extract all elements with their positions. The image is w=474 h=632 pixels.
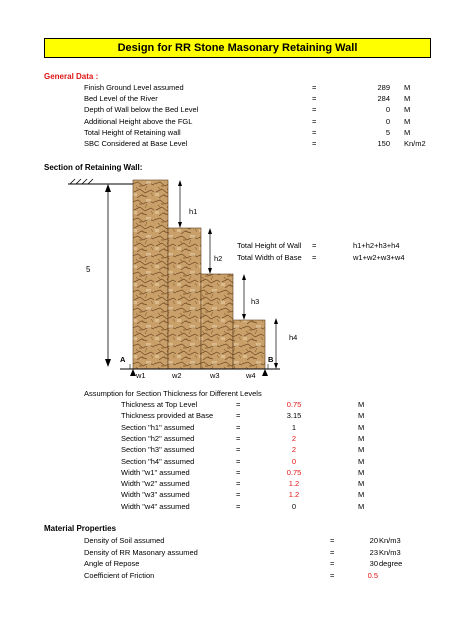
assumption-row-eq: = xyxy=(236,479,241,489)
formula-value: h1+h2+h3+h4 xyxy=(353,241,400,250)
assumption-row-value: 0.75 xyxy=(286,467,302,477)
general-row-value: 5 xyxy=(385,127,390,137)
assumption-row-value: 0 xyxy=(291,501,297,511)
material-row-value: 30 xyxy=(369,559,378,569)
general-row-label: SBC Considered at Base Level xyxy=(84,139,188,148)
wall-step-4 xyxy=(233,320,265,369)
wall-step-2 xyxy=(168,228,201,369)
material-row-value: 23 xyxy=(369,547,378,557)
assumption-row-label: Thickness at Top Level xyxy=(121,400,198,409)
material-row-value: 0.5 xyxy=(367,570,378,580)
assumption-row-label: Width "w1" assumed xyxy=(121,467,190,477)
wall-step-1 xyxy=(133,180,168,369)
material-heading: Material Properties xyxy=(44,524,117,533)
material-row-label: Angle of Repose xyxy=(84,559,140,569)
assumption-row-value: 1 xyxy=(291,422,297,432)
assumption-row-label: Section "h3" assumed xyxy=(121,445,195,455)
wall-step-3 xyxy=(201,274,233,369)
total-height-arrow-top xyxy=(105,184,111,192)
material-row-unit: Kn/m3 xyxy=(379,547,401,557)
ground-hatch xyxy=(70,179,93,184)
assumption-row-value: 1.2 xyxy=(288,490,300,500)
general-row-label: Bed Level of the River xyxy=(84,94,158,104)
assumption-row-label: Section "h1" assumed xyxy=(121,422,195,432)
material-row-eq: = xyxy=(330,559,335,569)
assumption-row-eq: = xyxy=(236,456,241,466)
general-row-label: Additional Height above the FGL xyxy=(84,116,193,126)
assumption-row-value: 0.75 xyxy=(286,400,302,409)
general-row-eq: = xyxy=(312,116,317,126)
assumption-row-value: 2 xyxy=(291,433,297,443)
assumption-row-eq: = xyxy=(236,501,241,511)
assumption-heading: Assumption for Section Thickness for Different Levels xyxy=(84,389,262,398)
general-row-unit: M xyxy=(404,94,411,104)
general-row-value: 0 xyxy=(385,105,390,115)
w4-label: w4 xyxy=(246,371,256,380)
point-a-label: A xyxy=(120,355,126,364)
assumption-row-eq: = xyxy=(236,445,241,455)
assumption-row-unit: M xyxy=(358,400,365,409)
assumption-row-eq: = xyxy=(236,467,241,477)
general-row-eq: = xyxy=(312,83,317,92)
assumption-row-unit: M xyxy=(358,411,365,421)
assumption-row-label: Section "h4" assumed xyxy=(121,456,195,466)
material-row-eq: = xyxy=(330,570,335,580)
general-row-label: Finish Ground Level assumed xyxy=(84,83,184,92)
general-row-eq: = xyxy=(312,105,317,115)
marker-b xyxy=(262,369,268,376)
assumption-row-eq: = xyxy=(236,490,241,500)
assumption-row-label: Width "w2" assumed xyxy=(121,479,190,489)
h4-label: h4 xyxy=(289,333,298,342)
general-row-eq: = xyxy=(312,94,317,104)
material-row-value: 20 xyxy=(369,536,378,545)
general-row-label: Total Height of Retaining wall xyxy=(84,127,181,137)
assumption-row-value: 2 xyxy=(291,445,297,455)
general-data-heading: General Data : xyxy=(44,72,99,81)
general-row-unit: M xyxy=(404,105,411,115)
assumption-row-value: 3.15 xyxy=(286,411,302,421)
general-row-value: 284 xyxy=(377,94,390,104)
general-row-label: Depth of Wall below the Bed Level xyxy=(84,105,199,115)
total-height-arrow-bottom xyxy=(105,359,111,367)
w2-label: w2 xyxy=(172,371,182,380)
assumption-row-label: Width "w3" assumed xyxy=(121,490,190,500)
general-row-value: 0 xyxy=(385,116,390,126)
general-row-unit: Kn/m2 xyxy=(404,139,426,148)
assumption-row-value: 0 xyxy=(291,456,297,466)
formula-eq: = xyxy=(312,241,317,250)
assumption-row-eq: = xyxy=(236,400,241,409)
assumption-row-unit: M xyxy=(358,433,365,443)
assumption-row-unit: M xyxy=(358,445,365,455)
general-row-eq: = xyxy=(312,139,317,148)
h3-label: h3 xyxy=(251,297,260,306)
assumption-row-value: 1.2 xyxy=(288,479,300,489)
assumption-row-unit: M xyxy=(358,490,365,500)
assumption-row-eq: = xyxy=(236,433,241,443)
w3-label: w3 xyxy=(210,371,220,380)
general-row-unit: M xyxy=(404,127,411,137)
material-row-unit: Kn/m3 xyxy=(379,536,401,545)
general-row-unit: M xyxy=(404,116,411,126)
material-row-eq: = xyxy=(330,536,335,545)
w1-label: w1 xyxy=(136,371,146,380)
section-heading: Section of Retaining Wall: xyxy=(44,163,143,172)
general-row-value: 150 xyxy=(377,139,390,148)
material-row-label: Density of Soil assumed xyxy=(84,536,165,545)
material-row-eq: = xyxy=(330,547,335,557)
assumption-row-label: Width "w4" assumed xyxy=(121,501,190,511)
material-row-label: Coefficient of Friction xyxy=(84,570,155,580)
formula-value: w1+w2+w3+w4 xyxy=(353,253,405,262)
formula-label: Total Height of Wall xyxy=(237,241,302,250)
assumption-row-eq: = xyxy=(236,411,241,421)
assumption-row-label: Section "h2" assumed xyxy=(121,433,195,443)
formula-eq: = xyxy=(312,253,317,262)
h2-label: h2 xyxy=(214,254,223,263)
h1-label: h1 xyxy=(189,207,198,216)
assumption-row-unit: M xyxy=(358,456,365,466)
general-row-unit: M xyxy=(404,83,411,92)
material-row-unit: degree xyxy=(379,559,403,569)
formula-label: Total Width of Base xyxy=(237,253,302,262)
general-row-eq: = xyxy=(312,127,317,137)
total-height-label: 5 xyxy=(86,265,91,274)
point-b-label: B xyxy=(268,355,274,364)
assumption-row-unit: M xyxy=(358,467,365,477)
general-row-value: 289 xyxy=(377,83,390,92)
assumption-row-unit: M xyxy=(358,422,365,432)
assumption-row-label: Thickness provided at Base xyxy=(121,411,214,421)
assumption-row-unit: M xyxy=(358,501,365,511)
material-row-label: Density of RR Masonary assumed xyxy=(84,547,198,557)
page-title-text: Design for RR Stone Masonary Retaining Wall xyxy=(117,42,358,54)
assumption-row-unit: M xyxy=(358,479,365,489)
assumption-row-eq: = xyxy=(236,422,241,432)
